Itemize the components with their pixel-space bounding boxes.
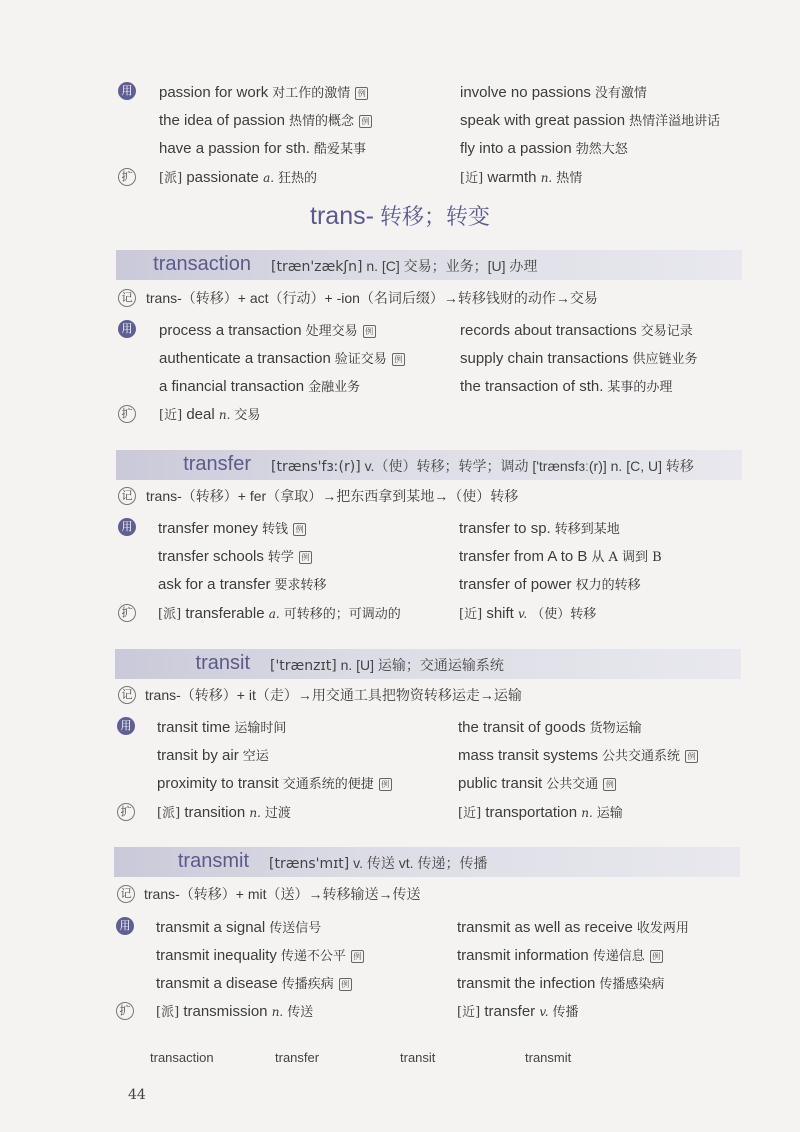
- phonetic: [træn'zækʃn]: [271, 259, 363, 275]
- phrase-left: proximity to transit 交通系统的便捷 例: [157, 773, 392, 792]
- memo-icon: 记: [118, 289, 136, 307]
- memo-icon: 记: [117, 885, 135, 903]
- definition: [269, 853, 487, 873]
- example-mark-icon: 例: [359, 115, 372, 128]
- phrase-left: ask for a transfer 要求转移: [158, 576, 327, 593]
- phrase-right: transmit information 传递信息 例: [457, 945, 663, 964]
- phrase-left: transfer money 转钱 例: [158, 518, 306, 537]
- usage-icon: 用: [118, 518, 136, 536]
- headword: transfer: [183, 453, 251, 475]
- example-mark-icon: 例: [650, 950, 663, 963]
- phrase-en: have a passion for sth.: [159, 140, 310, 157]
- etymology-memo: trans-（转移）+ act（行动）+ -ion（名词后缀）→转移钱财的动作→交易: [146, 290, 598, 306]
- phrase-left: authenticate a transaction 验证交易 例: [159, 348, 405, 367]
- footer-word: transfer: [275, 1050, 320, 1065]
- phrase-zh: 热情的概念: [288, 114, 354, 129]
- derived-word: passionate: [186, 169, 259, 186]
- example-mark-icon: 例: [293, 523, 306, 536]
- extension-icon: 扩: [118, 604, 136, 622]
- derived-zh: 热情: [556, 171, 583, 186]
- derivative-right: [近] transfer v. 传播: [457, 1003, 579, 1020]
- meaning: v. 传送 vt. 传递；传播: [353, 855, 488, 871]
- phrase-right: transfer of power 权力的转移: [459, 576, 641, 593]
- meaning: v.（使）转移；转学；调动 ['trænsfɜː(r)] n. [C, U] 转移: [364, 458, 694, 474]
- memo-icon: 记: [118, 686, 136, 704]
- headword: transit: [195, 652, 250, 674]
- derivative-left: [派] transmission n. 传送: [156, 1003, 314, 1020]
- phrase-right: [460, 138, 628, 157]
- tag-label: [近]: [460, 171, 484, 186]
- derivative-left: [派] transition n. 过渡: [157, 804, 291, 821]
- etymology-memo: trans-（转移）+ fer（拿取）→把东西拿到某地→（使）转移: [146, 488, 519, 504]
- derivative-left: [159, 167, 317, 186]
- derived-zh: 狂热的: [278, 171, 318, 186]
- usage-icon: 用: [118, 82, 136, 100]
- example-mark-icon: 例: [379, 778, 392, 791]
- extension-icon: 扩: [117, 803, 135, 821]
- phonetic: [træns'mɪt]: [269, 856, 350, 872]
- root-label: trans-: [310, 202, 374, 230]
- example-mark-icon: 例: [339, 978, 352, 991]
- headword: transaction: [153, 253, 251, 275]
- headword-bar: [116, 250, 742, 280]
- usage-icon: 用: [118, 320, 136, 338]
- phonetic: ['trænzɪt]: [270, 658, 337, 674]
- usage-icon: 用: [117, 717, 135, 735]
- phrase-right: transfer to sp. 转移到某地: [459, 520, 620, 537]
- phrase-left: transmit a disease 传播疾病 例: [156, 973, 352, 992]
- phrase-zh: 对工作的激情: [272, 86, 351, 101]
- phrase-en: speak with great passion: [460, 112, 626, 129]
- phrase-zh: 酷爱某事: [313, 142, 366, 157]
- footer-word: transit: [400, 1050, 436, 1065]
- phrase-left: [159, 138, 366, 157]
- phrase-left: [159, 110, 372, 129]
- derivative-right: [近] transportation n. 运输: [458, 804, 623, 821]
- memo-icon: 记: [118, 487, 136, 505]
- phrase-zh: 热情洋溢地讲话: [629, 114, 721, 129]
- phrase-right: [460, 110, 720, 129]
- usage-icon: 用: [116, 917, 134, 935]
- phrase-en: fly into a passion: [460, 140, 572, 157]
- phonetic: [træns'fɜː(r)]: [271, 459, 361, 475]
- example-mark-icon: 例: [299, 551, 312, 564]
- extension-icon: 扩: [116, 1002, 134, 1020]
- footer-word: transmit: [525, 1050, 572, 1065]
- headword-bar: [116, 450, 742, 480]
- extension-icon: 扩: [118, 168, 136, 186]
- phrase-left: transfer schools 转学 例: [158, 546, 312, 565]
- phrase-en: involve no passions: [460, 84, 591, 101]
- phrase-left: transmit inequality 传递不公平 例: [156, 945, 364, 964]
- derived-word: warmth: [487, 169, 537, 186]
- phrase-right: public transit 公共交通 例: [458, 773, 616, 792]
- phrase-left: [159, 82, 368, 101]
- definition: [270, 655, 504, 675]
- example-mark-icon: 例: [392, 353, 405, 366]
- phrase-right: the transit of goods 货物运输: [458, 719, 642, 736]
- phrase-zh: 没有激情: [594, 86, 647, 101]
- example-mark-icon: 例: [685, 750, 698, 763]
- page-number: 44: [128, 1087, 146, 1103]
- phrase-en: the idea of passion: [159, 112, 285, 129]
- derivative-left: [派] transferable a. 可转移的；可调动的: [158, 605, 401, 622]
- phrase-right: supply chain transactions 供应链业务: [460, 350, 698, 367]
- phrase-right: transfer from A to B 从 A 调到 B: [459, 548, 662, 565]
- part-of-speech: a.: [263, 171, 275, 185]
- footer-word: transaction: [150, 1050, 214, 1065]
- example-mark-icon: 例: [363, 325, 376, 338]
- example-mark-icon: 例: [603, 778, 616, 791]
- phrase-en: passion for work: [159, 84, 269, 101]
- meaning: n. [U] 运输；交通运输系统: [340, 657, 504, 673]
- phrase-right: [460, 82, 647, 101]
- phrase-right: mass transit systems 公共交通系统 例: [458, 745, 698, 764]
- phrase-right: transmit as well as receive 收发两用: [457, 919, 689, 936]
- example-mark-icon: 例: [355, 87, 368, 100]
- phrase-left: process a transaction 处理交易 例: [159, 320, 376, 339]
- derivative-right: [近] shift v. （使）转移: [459, 605, 597, 622]
- derivative-left: [近] deal n. 交易: [159, 406, 261, 423]
- etymology-memo: trans-（转移）+ mit（送）→转移输送→传送: [144, 886, 421, 902]
- headword-bar: [114, 847, 740, 877]
- extension-icon: 扩: [118, 405, 136, 423]
- phrase-left: transit time 运输时间: [157, 719, 287, 736]
- etymology-memo: trans-（转移）+ it（走）→用交通工具把物资转移运走→运输: [145, 687, 522, 703]
- meaning: n. [C] 交易；业务；[U] 办理: [366, 258, 538, 274]
- phrase-right: the transaction of sth. 某事的办理: [460, 378, 673, 395]
- definition: [271, 256, 537, 276]
- phrase-left: transmit a signal 传送信号: [156, 919, 322, 936]
- phrase-right: transmit the infection 传播感染病: [457, 975, 665, 992]
- phrase-left: a financial transaction 金融业务: [159, 378, 361, 395]
- definition: [271, 456, 694, 476]
- part-of-speech: n.: [540, 171, 553, 185]
- derivative-right: [460, 167, 582, 186]
- section-heading: [0, 200, 800, 231]
- phrase-zh: 勃然大怒: [575, 142, 628, 157]
- tag-label: [派]: [159, 171, 183, 186]
- phrase-left: transit by air 空运: [157, 747, 269, 764]
- headword: transmit: [177, 850, 249, 872]
- root-meaning: 转移；转变: [379, 205, 490, 230]
- example-mark-icon: 例: [351, 950, 364, 963]
- headword-bar: [115, 649, 741, 679]
- phrase-right: records about transactions 交易记录: [460, 322, 693, 339]
